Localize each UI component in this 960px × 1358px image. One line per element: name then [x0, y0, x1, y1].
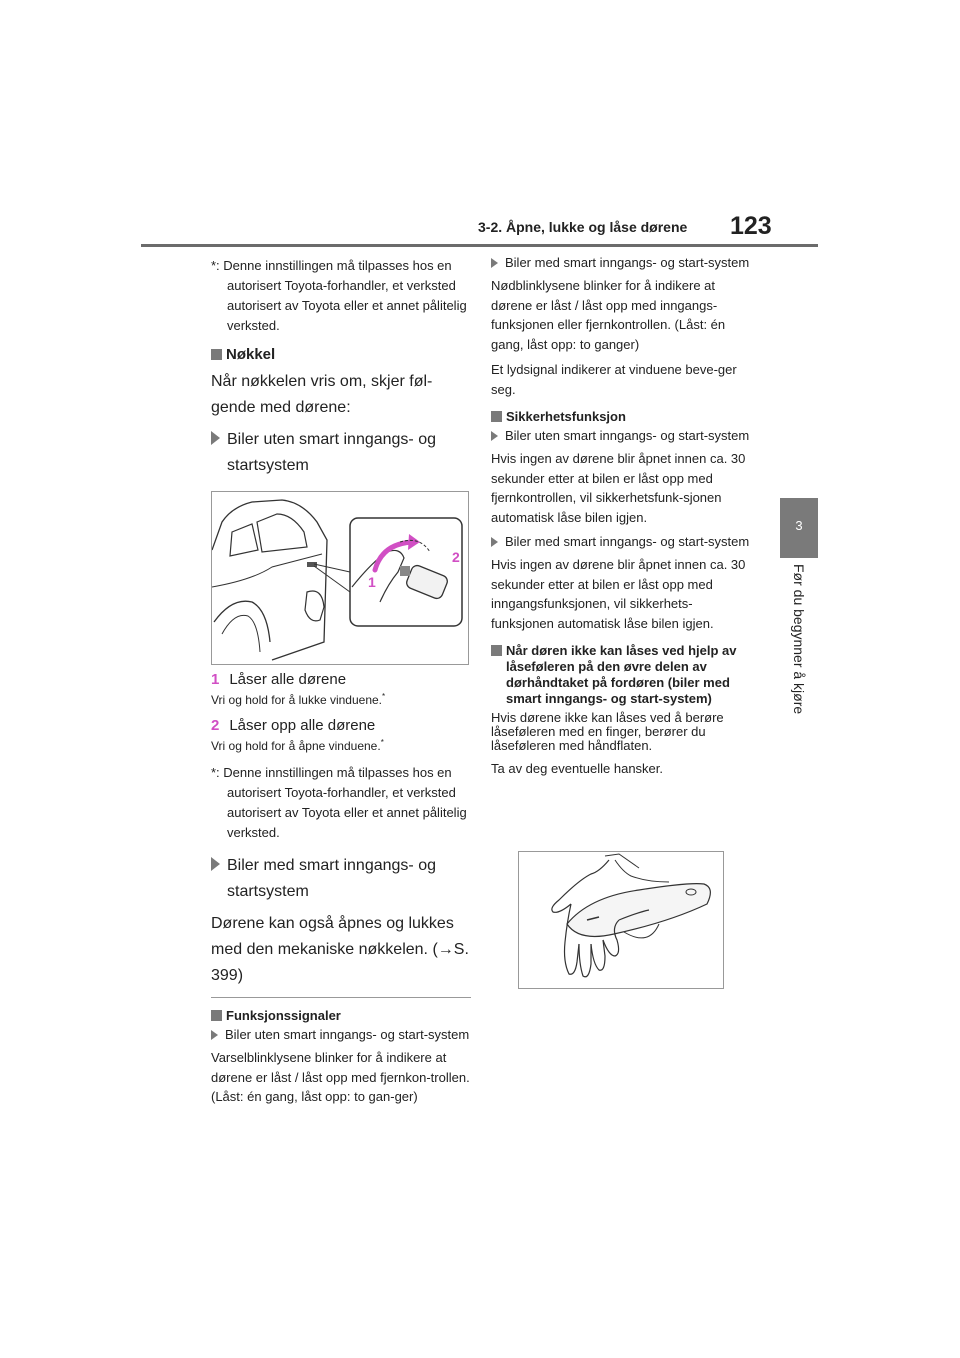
body-text: Et lydsignal indikerer at vinduene beve-ger seg. — [491, 362, 737, 397]
square-bullet-icon — [211, 1010, 222, 1021]
callout-1: 1 — [368, 574, 376, 590]
hand-on-handle-illustration — [519, 852, 723, 988]
footnote: *: Denne innstillingen må tilpasses hos en autorisert Toyota-forhandler, et verksted autorisert av Toyota eller et annet pålitelig verksted. — [211, 765, 467, 840]
subheading-text: Biler uten smart inngangs- og start-system — [505, 428, 750, 443]
section-heading-signals — [211, 1008, 471, 1024]
subheading — [491, 535, 753, 549]
subheading — [491, 256, 753, 270]
footnote-marker: * — [382, 692, 386, 701]
callout-2: 2 — [452, 549, 460, 565]
heading-text: Sikkerhetsfunksjon — [506, 409, 626, 424]
chapter-tab — [780, 498, 818, 558]
section-heading-key — [211, 346, 471, 363]
arrow-bullet-icon — [491, 258, 498, 268]
body-text: Når nøkkelen vris om, skjer føl-gende med dørene: — [211, 373, 433, 416]
body-text: Hvis ingen av dørene blir åpnet innen ca. 30 sekunder etter at bilen er låst opp med inngangsfunksjonen, vil sikkerhets-funksjonen automatisk låse bilen igjen. — [491, 557, 746, 631]
body-text: Nødblinklysene blinker for å indikere at dørene er låst / låst opp med inngangs-funksjonen eller fjernkontrollen. (Låst: én gang, låst opp: to ganger) — [491, 278, 726, 352]
subheading-text: Biler med smart inngangs- og start-system — [505, 534, 750, 549]
arrow-bullet-icon — [211, 431, 220, 445]
subheading-text: Biler uten smart inngangs- og startsystem — [227, 431, 436, 474]
item-text: Låser opp alle dørene — [229, 717, 376, 734]
chapter-number: 3 — [795, 518, 803, 533]
subheading — [491, 429, 753, 443]
heading-text: Når døren ikke kan låses ved hjelp av låseføleren på den øvre delen av dørhåndtaket på fordøren (biler med smart inngangs- og start-system) — [506, 643, 737, 706]
item-note-2 — [211, 738, 471, 753]
arrow-bullet-icon — [491, 431, 498, 441]
body-text: Ta av deg eventuelle hansker. — [491, 761, 664, 776]
section-heading-safety — [491, 409, 753, 425]
body-text: Hvis ingen av dørene blir åpnet innen ca. 30 sekunder etter at bilen er låst opp med fjernkontrollen, vil sikkerhetsfunk-sjonen automatisk låse bilen igjen. — [491, 451, 746, 525]
heading-text: Funksjonssignaler — [226, 1008, 341, 1023]
note-text: Vri og hold for å lukke vinduene. — [211, 693, 382, 707]
chapter-label — [783, 564, 813, 744]
arrow-bullet-icon — [211, 1030, 218, 1040]
square-bullet-icon — [211, 349, 222, 360]
item-number: 1 — [211, 671, 220, 688]
header-rule — [141, 244, 818, 247]
subheading-text: Biler uten smart inngangs- og start-system — [225, 1027, 470, 1042]
heading-text: Nøkkel — [226, 346, 276, 363]
section-title: 3-2. Åpne, lukke og låse dørene — [478, 219, 688, 235]
numbered-item-1 — [211, 671, 471, 688]
section-divider — [211, 997, 471, 998]
arrow-bullet-icon — [211, 857, 220, 871]
car-door-key-illustration — [212, 492, 468, 664]
body-text: Hvis dørene ikke kan låses ved å berøre låseføleren med en finger, berører du låseføleren med håndflaten. — [491, 710, 724, 753]
subheading — [211, 1028, 471, 1042]
chapter-label-text: Før du begynner å kjøre — [791, 564, 807, 715]
body-text: Varselblinklysene blinker for å indikere at dørene er låst / låst opp med fjernkon-trollen. (Låst: én gang, låst opp: to gan-ger) — [211, 1050, 470, 1104]
item-note-1 — [211, 692, 471, 707]
hand-door-handle-illustration — [518, 851, 724, 989]
key-turn-illustration — [211, 491, 469, 665]
right-column — [491, 256, 753, 785]
numbered-item-2 — [211, 717, 471, 734]
square-bullet-icon — [491, 645, 502, 656]
left-column — [211, 256, 471, 1113]
item-number: 2 — [211, 717, 220, 734]
footnote-marker: * — [380, 738, 384, 747]
square-bullet-icon — [491, 411, 502, 422]
arrow-bullet-icon — [491, 537, 498, 547]
body-text: Dørene kan også åpnes og lukkes med den mekaniske nøkkelen. (→S. 399) — [211, 915, 469, 984]
note-text: Vri og hold for å åpne vinduene. — [211, 739, 381, 753]
footnote: *: Denne innstillingen må tilpasses hos en autorisert Toyota-forhandler, et verksted autorisert av Toyota eller et annet pålitelig verksted. — [211, 258, 467, 333]
subheading — [211, 853, 471, 905]
subheading-text: Biler med smart inngangs- og startsystem — [227, 857, 436, 900]
page-number: 123 — [730, 212, 772, 240]
item-text: Låser alle dørene — [229, 671, 347, 688]
section-heading-lock — [491, 643, 753, 707]
subheading-text: Biler med smart inngangs- og start-system — [505, 255, 750, 270]
subheading — [211, 427, 471, 479]
